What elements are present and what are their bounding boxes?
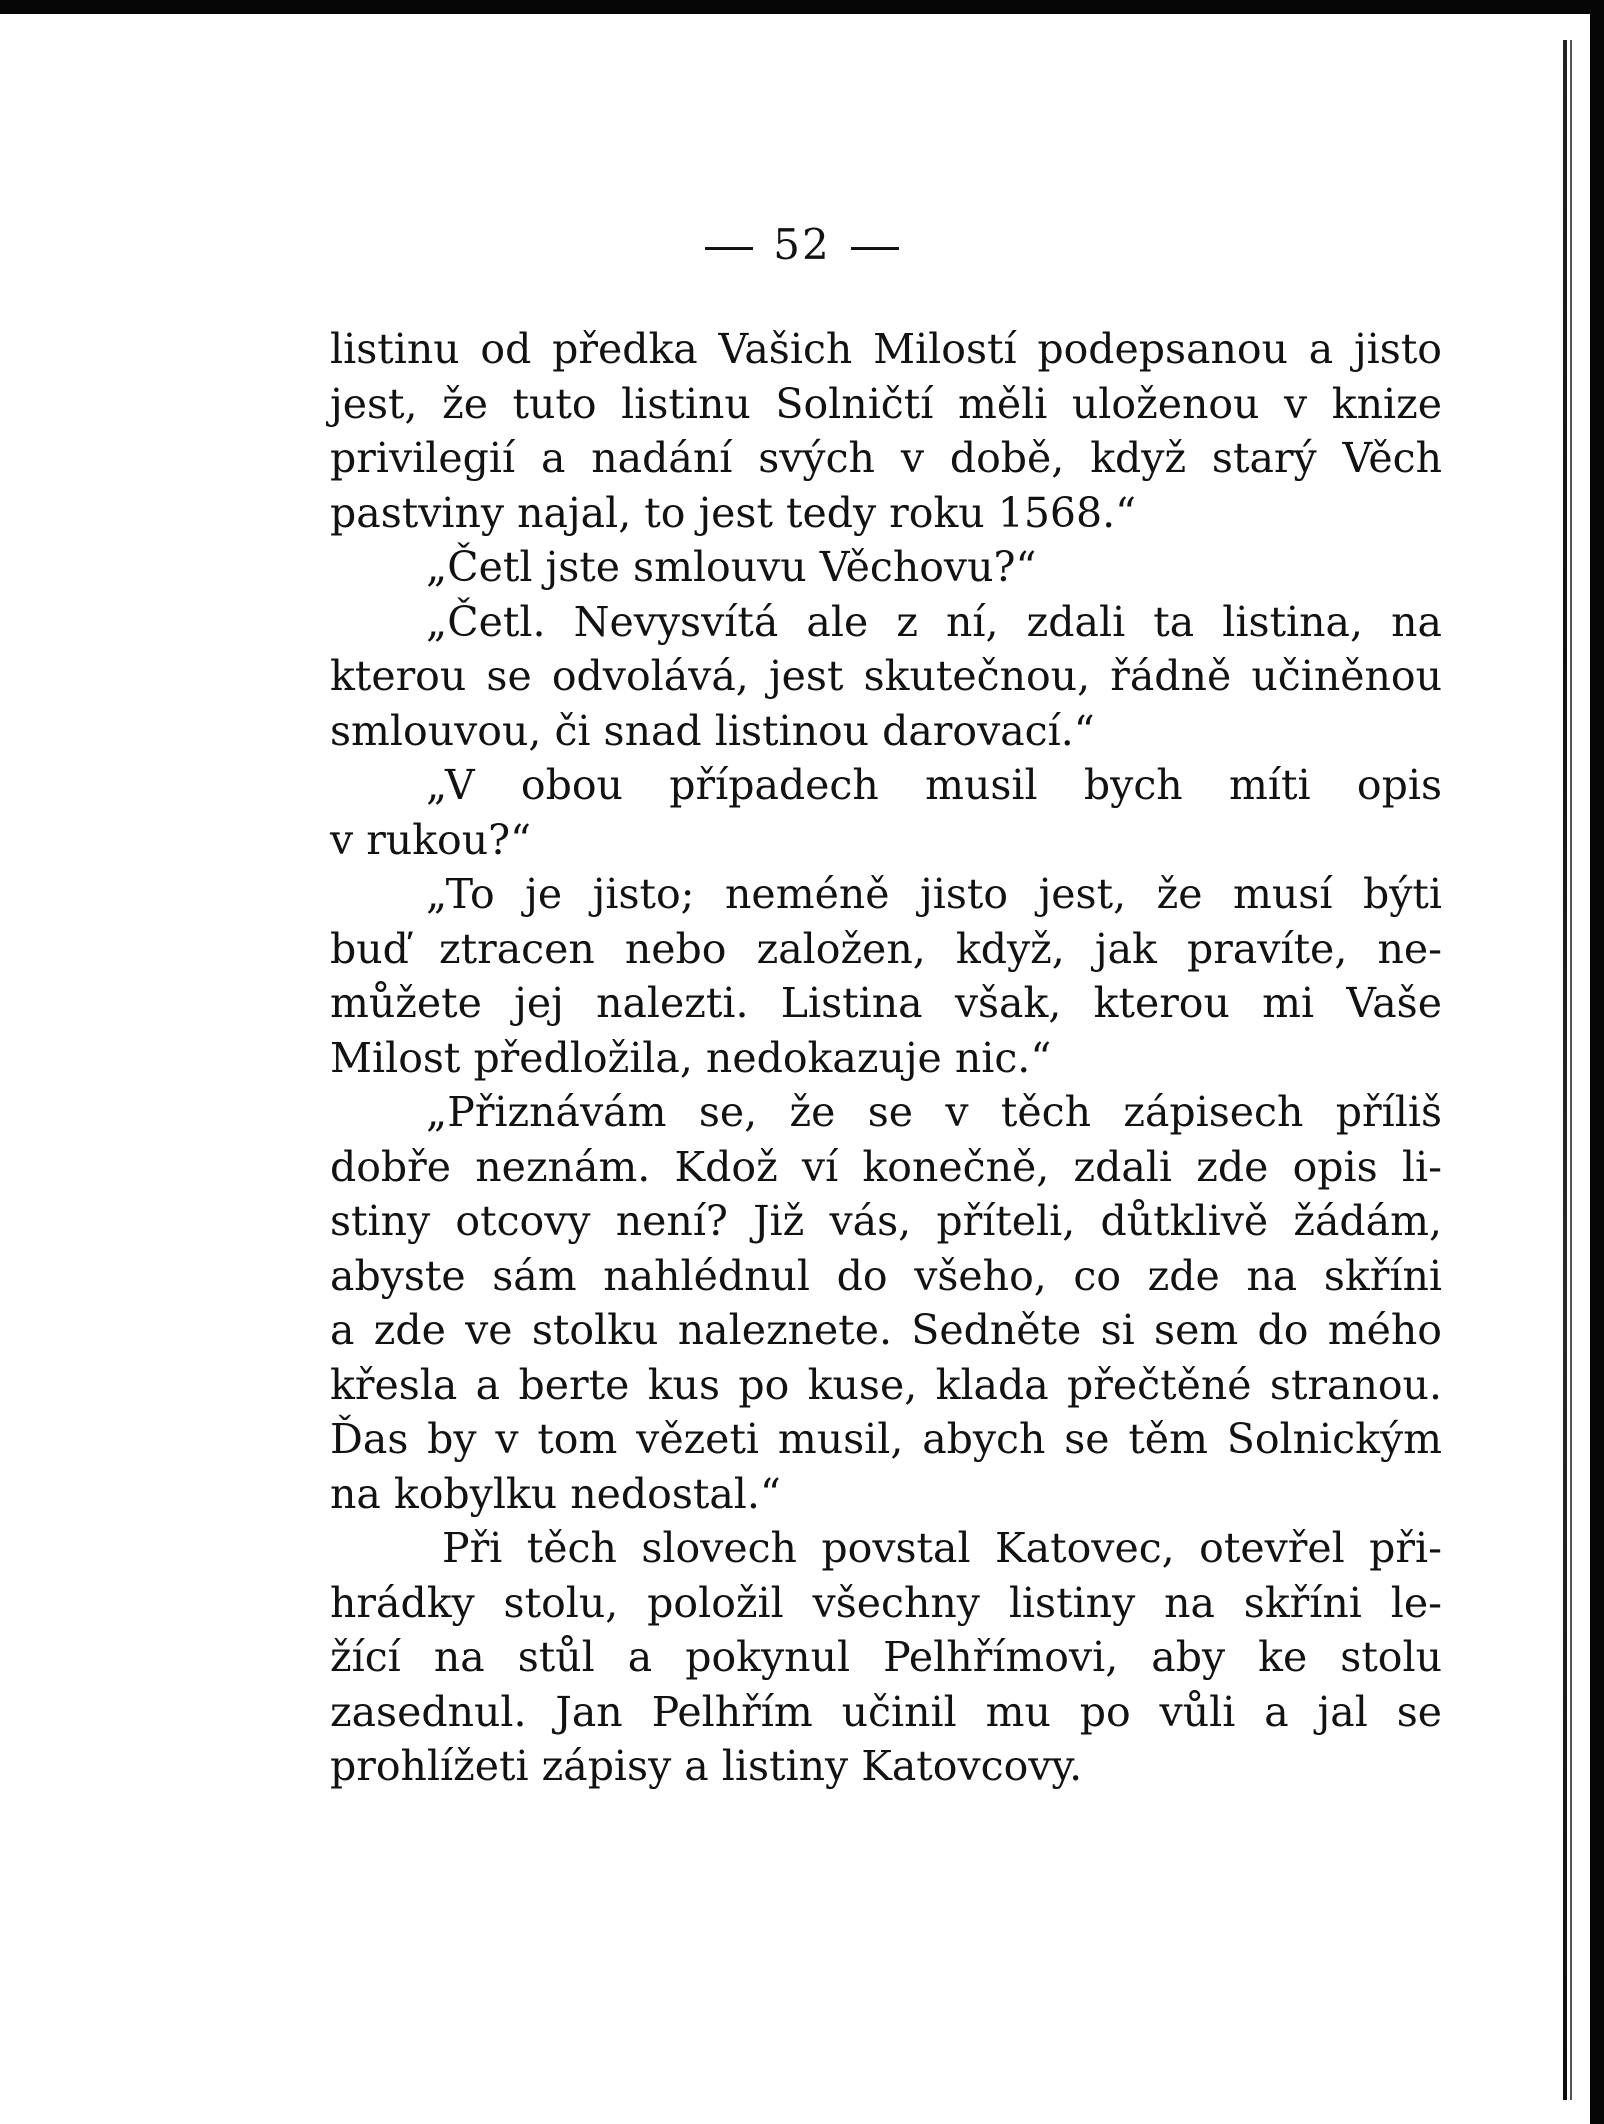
text-line: „Přiznávám se, že se v těch zápisech příliš — [426, 1088, 1442, 1136]
text-line: privilegií a nadání svých v době, když starý Věch — [330, 434, 1442, 482]
text-line: Ďas by v tom vězeti musil, abych se těm Solnickým — [330, 1415, 1442, 1463]
scan-border-top — [0, 0, 1604, 14]
text-line: prohlížeti zápisy a listiny Katovcovy. — [330, 1742, 1083, 1790]
text-line: na kobylku nedostal.“ — [330, 1469, 781, 1518]
page-number: 52 — [773, 220, 831, 269]
text-line: „V obou případech musil bych míti opis — [426, 761, 1442, 809]
text-line: jest, že tuto listinu Solničtí měli uloženou v knize — [330, 379, 1442, 428]
text-line: „To je jisto; neméně jisto jest, že musí býti — [426, 870, 1442, 918]
text-line: můžete jej nalezti. Listina však, kterou mi Vaše — [330, 979, 1442, 1027]
text-line: žící na stůl a pokynul Pelhřímovi, aby ke stolu — [330, 1633, 1442, 1681]
body-text — [330, 322, 1442, 1794]
page-number-dash-left — [705, 247, 753, 250]
text-line: pastviny najal, to jest tedy roku 1568.“ — [330, 488, 1137, 537]
page-number-header — [0, 220, 1604, 269]
text-line: „Četl. Nevysvítá ale z ní, zdali ta listina, na — [426, 597, 1442, 646]
text-line: kterou se odvolává, jest skutečnou, řádně učiněnou — [330, 652, 1442, 700]
text-line: „Četl jste smlouvu Věchovu?“ — [426, 543, 1037, 591]
text-line: dobře neznám. Kdož ví konečně, zdali zde opis li- — [330, 1142, 1442, 1191]
text-line: listinu od předka Vašich Milostí podepsanou a jisto — [330, 325, 1442, 373]
text-line: Při těch slovech povstal Katovec, otevřel při- — [442, 1524, 1442, 1572]
book-page-edge — [1563, 40, 1567, 2100]
text-line: křesla a berte kus po kuse, klada přečtěné stranou. — [330, 1360, 1442, 1409]
text-line: buď ztracen nebo založen, když, jak pravíte, ne- — [330, 924, 1442, 973]
text-line: hrádky stolu, položil všechny listiny na skříni le- — [330, 1578, 1442, 1627]
text-line: zasednul. Jan Pelhřím učinil mu po vůli a jal se — [330, 1687, 1442, 1736]
book-page-edge-shadow — [1570, 40, 1572, 2100]
text-line: stiny otcovy není? Již vás, příteli, důtklivě žádám, — [330, 1197, 1442, 1245]
text-line: a zde ve stolku naleznete. Sedněte si sem do mého — [330, 1306, 1442, 1354]
text-line: abyste sám nahlédnul do všeho, co zde na skříni — [330, 1251, 1442, 1300]
text-line: v rukou?“ — [330, 815, 532, 864]
text-line: Milost předložila, nedokazuje nic.“ — [330, 1033, 1052, 1082]
page-number-dash-right — [851, 247, 899, 250]
scan-border-right — [1590, 0, 1604, 2124]
text-line: smlouvou, či snad listinou darovací.“ — [330, 706, 1095, 755]
